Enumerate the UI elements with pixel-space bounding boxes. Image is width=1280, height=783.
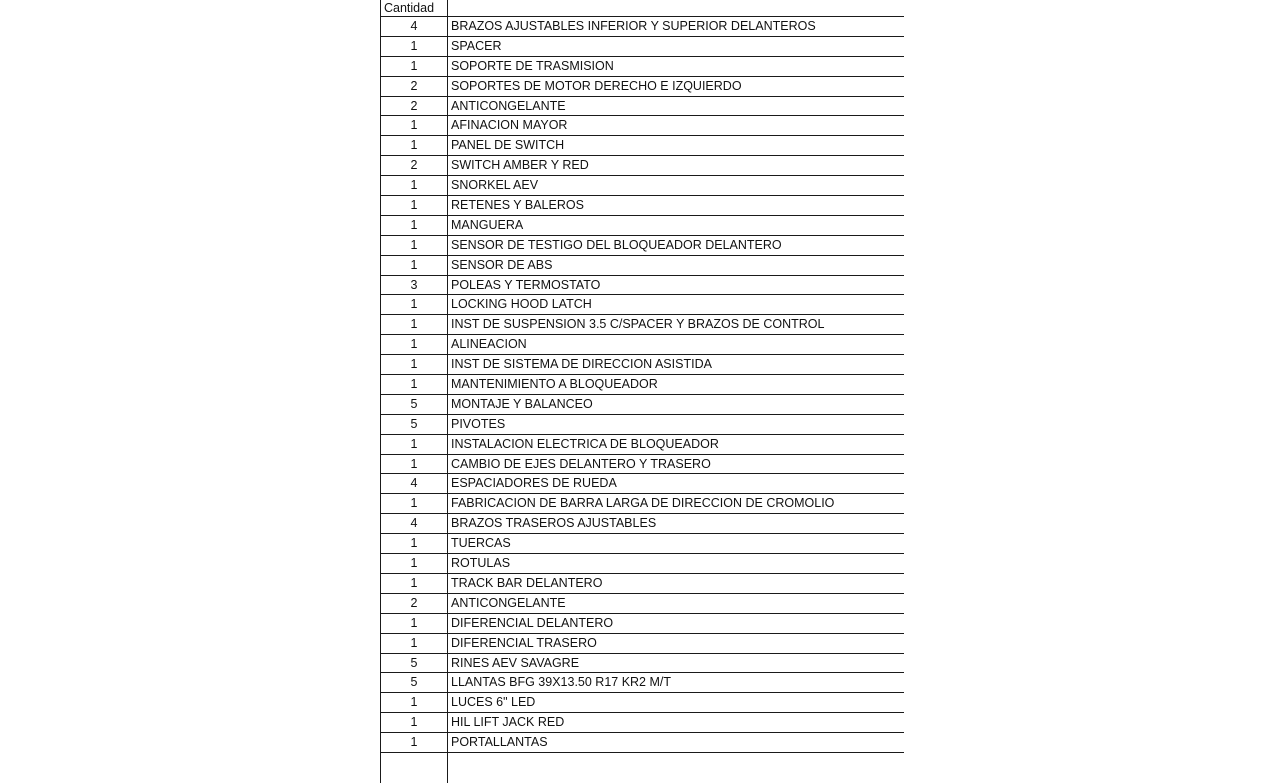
quantity-cell: 5 <box>380 395 448 414</box>
table-row <box>380 116 904 136</box>
quantity-cell: 3 <box>380 276 448 295</box>
table-row <box>380 514 904 534</box>
quantity-cell: 1 <box>380 116 448 135</box>
table-row <box>380 693 904 713</box>
description-cell: DIFERENCIAL TRASERO <box>451 635 597 650</box>
description-cell: INST DE SISTEMA DE DIRECCION ASISTIDA <box>451 357 712 372</box>
description-cell: LLANTAS BFG 39X13.50 R17 KR2 M/T <box>451 675 672 690</box>
quantity-cell: 5 <box>380 415 448 434</box>
description-cell: TRACK BAR DELANTERO <box>451 575 603 590</box>
description-cell: ESPACIADORES DE RUEDA <box>451 476 617 491</box>
table-row <box>380 256 904 276</box>
quantity-cell: 1 <box>380 216 448 235</box>
quantity-cell: 2 <box>380 97 448 116</box>
table-row <box>380 196 904 216</box>
table-row <box>380 315 904 335</box>
quantity-cell: 2 <box>380 77 448 96</box>
description-cell: DIFERENCIAL DELANTERO <box>451 615 614 630</box>
description-cell: MONTAJE Y BALANCEO <box>451 396 593 411</box>
description-cell: SENSOR DE TESTIGO DEL BLOQUEADOR DELANTERO <box>451 237 782 252</box>
table-row <box>380 494 904 514</box>
quantity-cell: 1 <box>380 494 448 513</box>
description-cell: SNORKEL AEV <box>451 178 539 193</box>
table-row <box>380 335 904 355</box>
table-row <box>380 654 904 674</box>
table-row <box>380 236 904 256</box>
description-cell: FABRICACION DE BARRA LARGA DE DIRECCION DE CROMOLIO <box>451 496 835 511</box>
description-cell: SPACER <box>451 38 502 53</box>
table-row <box>380 534 904 554</box>
quantity-cell: 1 <box>380 57 448 76</box>
table-row <box>380 57 904 77</box>
description-cell: SWITCH AMBER Y RED <box>451 158 589 173</box>
quantity-cell: 1 <box>380 315 448 334</box>
description-cell: BRAZOS TRASEROS AJUSTABLES <box>451 516 657 531</box>
description-cell: SOPORTES DE MOTOR DERECHO E IZQUIERDO <box>451 78 742 93</box>
quantity-cell: 5 <box>380 673 448 692</box>
description-cell: ANTICONGELANTE <box>451 595 566 610</box>
table-row <box>380 176 904 196</box>
table-row <box>380 295 904 315</box>
description-cell: ALINEACION <box>451 337 527 352</box>
description-cell: LUCES 6" LED <box>451 695 536 710</box>
quantity-cell: 1 <box>380 455 448 474</box>
quantity-cell: 4 <box>380 17 448 36</box>
quantity-cell: 4 <box>380 514 448 533</box>
quantity-cell: 1 <box>380 435 448 454</box>
table-row <box>380 574 904 594</box>
table-row <box>380 474 904 494</box>
quantity-cell: 1 <box>380 236 448 255</box>
table-row <box>380 395 904 415</box>
table-header-row <box>380 0 904 17</box>
description-cell: MANTENIMIENTO A BLOQUEADOR <box>451 377 658 392</box>
quantity-cell: 2 <box>380 156 448 175</box>
description-cell: CAMBIO DE EJES DELANTERO Y TRASERO <box>451 456 711 471</box>
quantity-cell: 1 <box>380 375 448 394</box>
quantity-cell: 1 <box>380 256 448 275</box>
description-cell: INSTALACION ELECTRICA DE BLOQUEADOR <box>451 436 719 451</box>
description-cell: SOPORTE DE TRASMISION <box>451 58 614 73</box>
quantity-cell: 1 <box>380 574 448 593</box>
description-cell: BRAZOS AJUSTABLES INFERIOR Y SUPERIOR DELANTEROS <box>451 19 816 33</box>
description-cell: RINES AEV SAVAGRE <box>451 655 580 670</box>
table-row <box>380 634 904 654</box>
header-quantity: Cantidad <box>380 0 448 16</box>
table-row <box>380 673 904 693</box>
table-row <box>380 614 904 634</box>
description-cell: PORTALLANTAS <box>451 735 548 750</box>
table-body <box>380 17 904 753</box>
table-row <box>380 594 904 614</box>
quantity-cell: 4 <box>380 474 448 493</box>
description-cell: HIL LIFT JACK RED <box>451 715 565 730</box>
parts-table <box>380 0 904 783</box>
description-cell: PANEL DE SWITCH <box>451 138 565 153</box>
table-row <box>380 156 904 176</box>
table-row <box>380 97 904 117</box>
quantity-cell: 1 <box>380 713 448 732</box>
table-row <box>380 554 904 574</box>
table-row <box>380 455 904 475</box>
description-cell: SENSOR DE ABS <box>451 257 553 272</box>
table-row <box>380 375 904 395</box>
description-cell: MANGUERA <box>451 217 524 232</box>
header-description <box>448 0 904 16</box>
quantity-cell: 1 <box>380 196 448 215</box>
quantity-cell: 1 <box>380 37 448 56</box>
table-row <box>380 17 904 37</box>
quantity-cell: 1 <box>380 295 448 314</box>
description-cell: ROTULAS <box>451 556 511 571</box>
description-cell: PIVOTES <box>451 416 506 431</box>
description-cell: POLEAS Y TERMOSTATO <box>451 277 601 292</box>
table-row <box>380 415 904 435</box>
description-cell: RETENES Y BALEROS <box>451 198 584 213</box>
quantity-cell: 1 <box>380 634 448 653</box>
quantity-cell: 1 <box>380 733 448 752</box>
table-row <box>380 435 904 455</box>
description-cell: INST DE SUSPENSION 3.5 C/SPACER Y BRAZOS DE CONTROL <box>451 317 825 332</box>
table-row <box>380 276 904 296</box>
table-row <box>380 733 904 753</box>
quantity-cell: 1 <box>380 554 448 573</box>
description-cell: LOCKING HOOD LATCH <box>451 297 592 312</box>
quantity-cell: 2 <box>380 594 448 613</box>
description-cell: AFINACION MAYOR <box>451 118 568 133</box>
quantity-cell: 1 <box>380 176 448 195</box>
table-row <box>380 713 904 733</box>
quantity-cell: 1 <box>380 534 448 553</box>
table-row <box>380 216 904 236</box>
quantity-cell: 1 <box>380 136 448 155</box>
description-cell: TUERCAS <box>451 536 511 551</box>
table-row <box>380 37 904 57</box>
quantity-cell: 1 <box>380 355 448 374</box>
table-row <box>380 136 904 156</box>
quantity-cell: 5 <box>380 654 448 673</box>
quantity-cell: 1 <box>380 614 448 633</box>
quantity-cell: 1 <box>380 335 448 354</box>
table-row <box>380 355 904 375</box>
description-cell: ANTICONGELANTE <box>451 98 566 113</box>
quantity-cell: 1 <box>380 693 448 712</box>
table-row <box>380 77 904 97</box>
